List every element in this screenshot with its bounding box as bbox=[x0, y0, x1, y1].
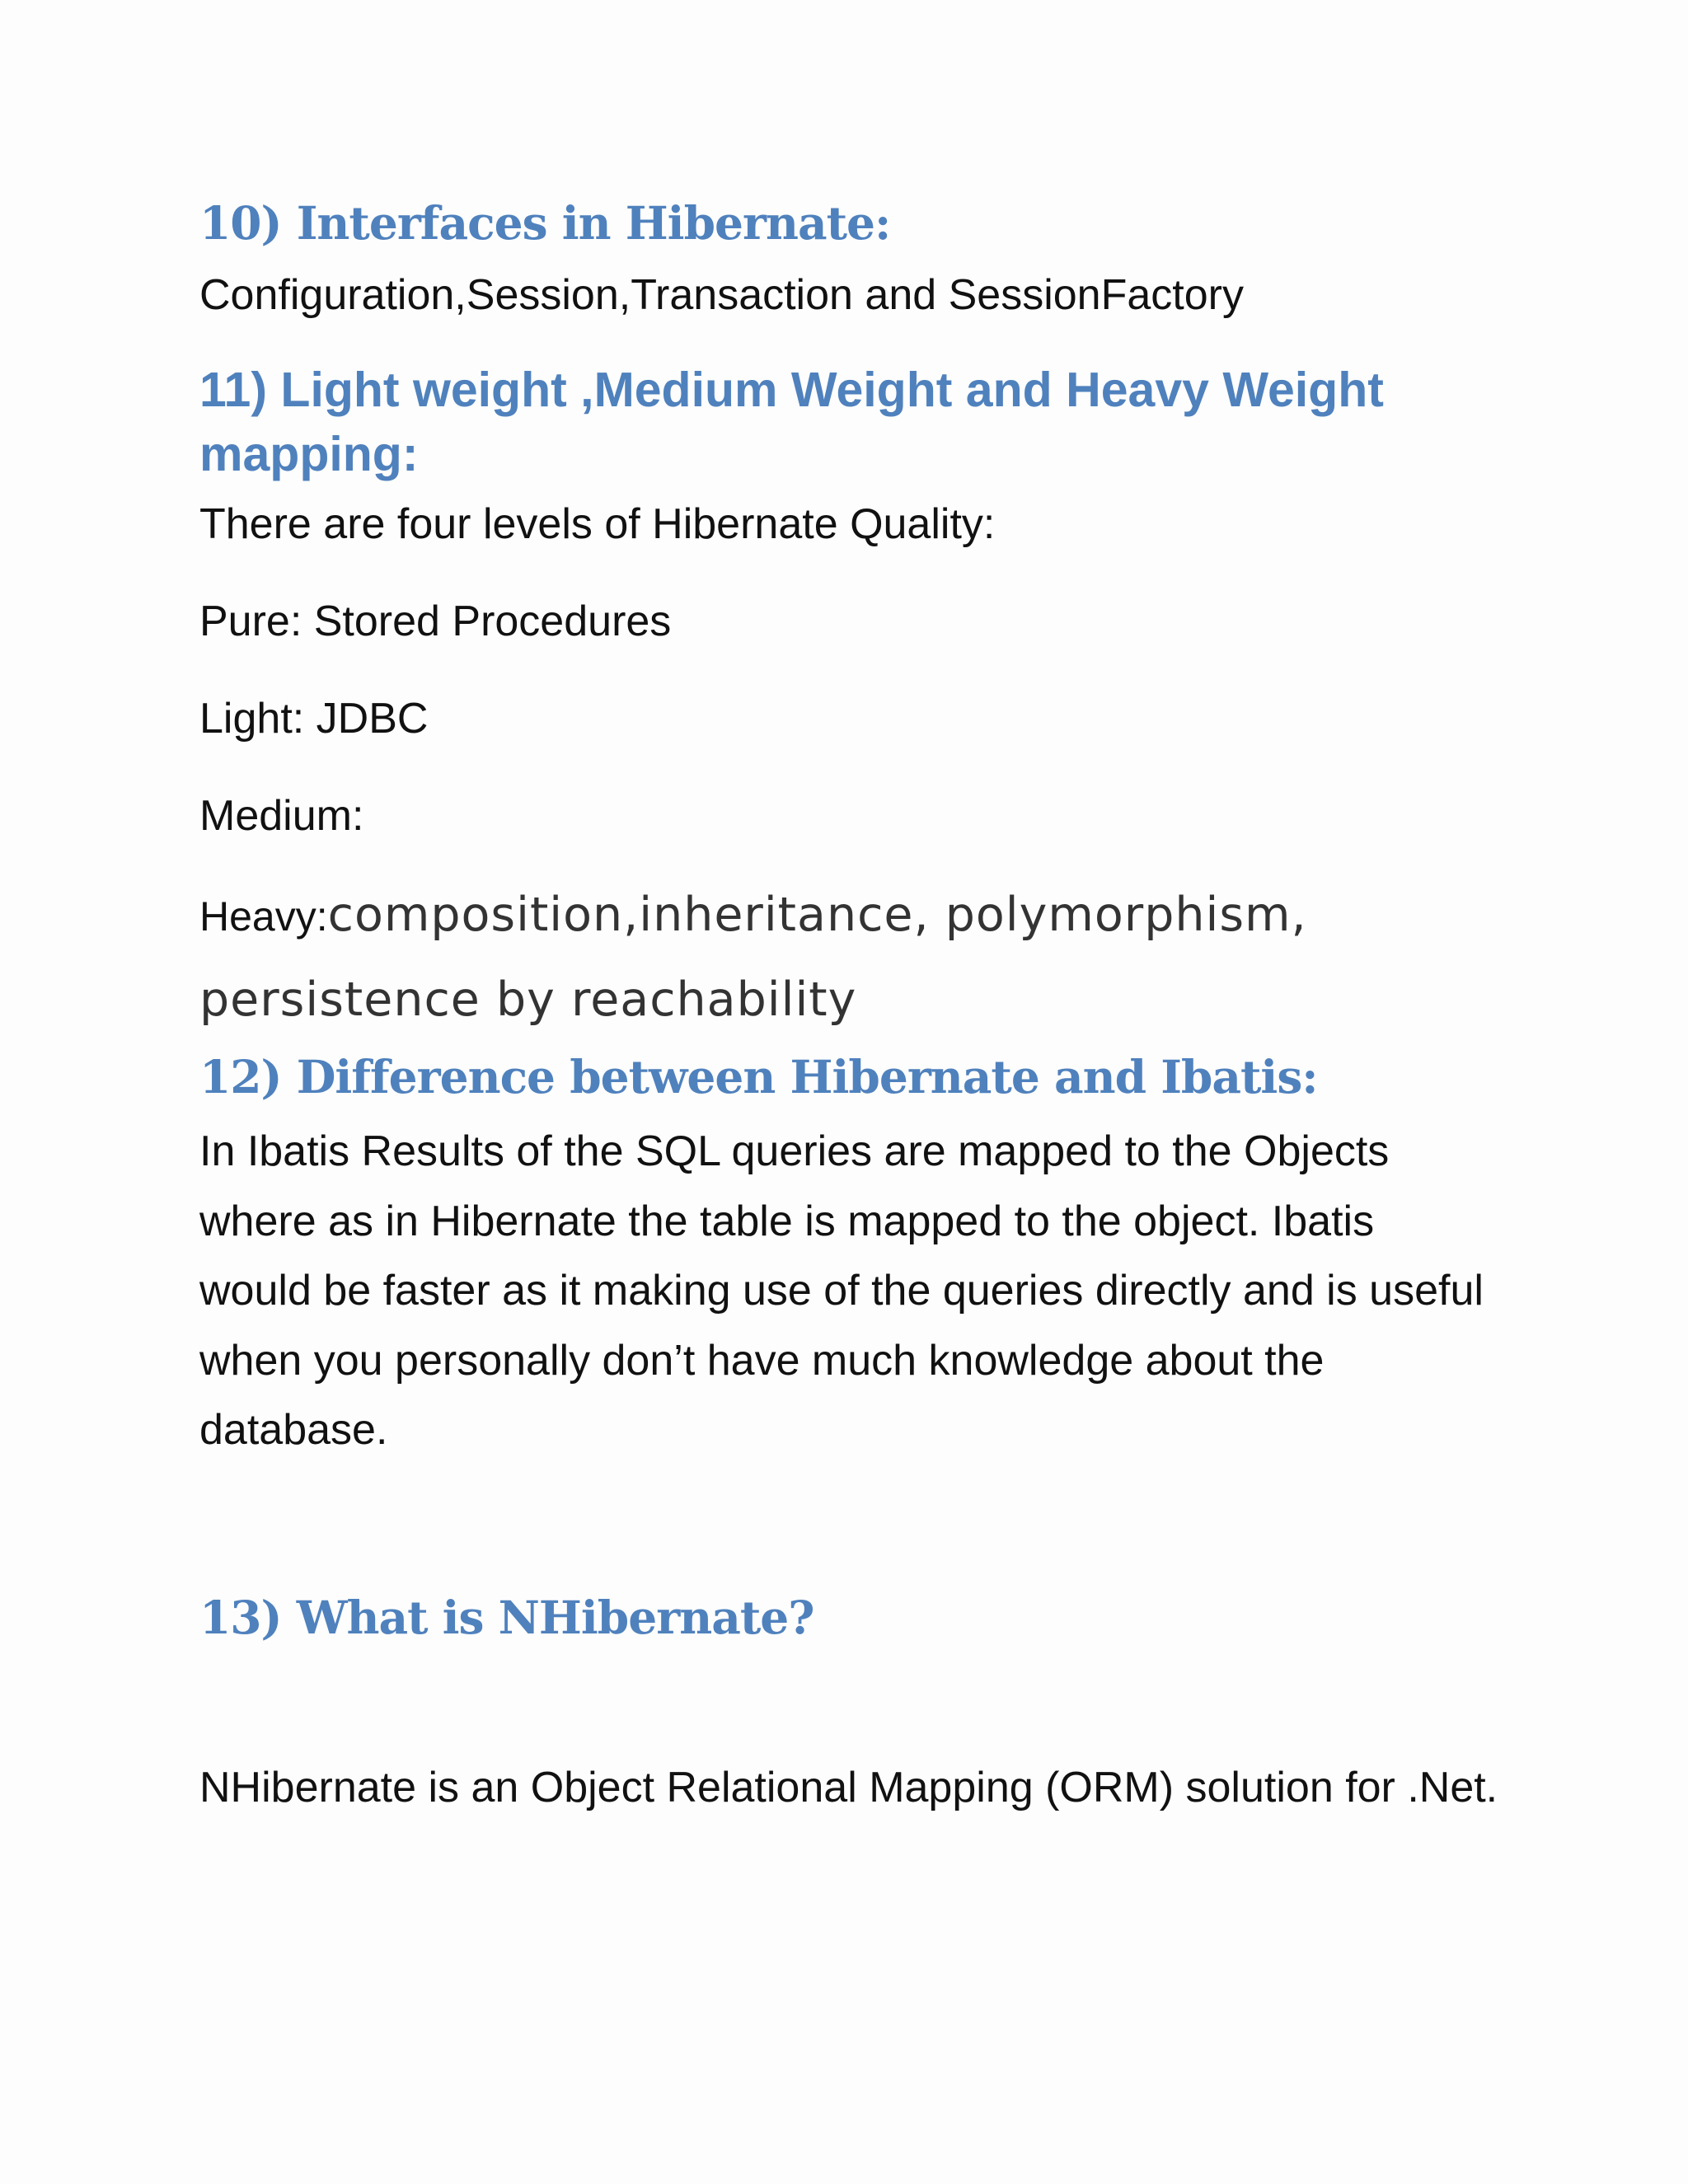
level-heavy-label: Heavy: bbox=[199, 893, 328, 940]
heading-hibernate-vs-ibatis: 12) Difference between Hibernate and Ibatis: bbox=[199, 1050, 1318, 1104]
level-light: Light: JDBC bbox=[199, 695, 429, 743]
heading-what-is-nhibernate: 13) What is NHibernate? bbox=[199, 1591, 814, 1644]
heading-interfaces: 10) Interfaces in Hibernate: bbox=[199, 196, 891, 250]
level-heavy bbox=[199, 879, 1485, 1048]
hibernate-vs-ibatis-text: In Ibatis Results of the SQL queries are mapped to the Objects where as in Hibernate the table is mapped to the object. Ibatis would be faster as it making use of the queries directly and is useful when you personally don’t have much knowledge about the database. bbox=[199, 1127, 1484, 1454]
quality-levels-intro: There are four levels of Hibernate Quality: bbox=[199, 500, 996, 548]
interfaces-list: Configuration,Session,Transaction and SessionFactory bbox=[199, 271, 1244, 319]
level-heavy-text: composition,inheritance, polymorphism, persistence by reachability bbox=[199, 888, 1307, 1027]
level-pure: Pure: Stored Procedures bbox=[199, 598, 672, 645]
level-medium: Medium: bbox=[199, 792, 364, 840]
nhibernate-text: NHibernate is an Object Relational Mapping (ORM) solution for .Net. bbox=[199, 1764, 1498, 1811]
heading-mapping-weights: 11) Light weight ,Medium Weight and Heavy Weight mapping: bbox=[199, 363, 1384, 481]
